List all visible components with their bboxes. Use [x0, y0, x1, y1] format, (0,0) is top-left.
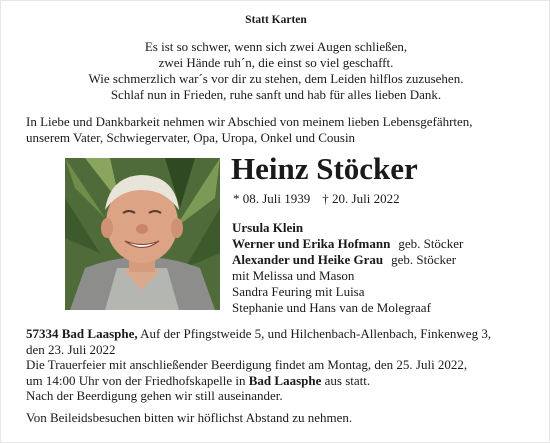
mourner-name: Stephanie und Hans van de Molegraaf: [232, 300, 431, 315]
portrait-photo: [65, 158, 220, 310]
mourner-line: [232, 236, 463, 252]
ceremony-line: Die Trauerfeier mit anschließender Beerdigung findet am Montag, den 25. Juli 2022,: [26, 357, 468, 372]
mourner-line: [232, 284, 463, 300]
condolence-note: Von Beileidsbesuchen bitten wir höflichst Abstand zu nehmen.: [26, 410, 353, 425]
mourner-name: Werner und Erika Hofmann: [232, 236, 391, 251]
poem-line: zwei Hände ruh´n, die einst so viel geschafft.: [158, 55, 394, 70]
ceremony-line: Nach der Beerdigung gehen wir still auseinander.: [26, 388, 283, 403]
death-date: † 20. Juli 2022: [322, 191, 400, 206]
poem: [1, 39, 550, 103]
ceremony-place: Bad Laasphe: [248, 372, 322, 388]
mourner-name: mit Melissa und Mason: [232, 268, 355, 283]
ceremony-line: [26, 373, 546, 389]
mourners-list: [232, 220, 463, 316]
mourner-line: [232, 268, 463, 284]
mourner-line: [232, 300, 463, 316]
intro-text: [26, 114, 541, 146]
intro-line: In Liebe und Dankbarkeit nehmen wir Abschied von meinem lieben Lebensgefährten,: [26, 114, 473, 129]
birth-date: * 08. Juli 1939: [233, 191, 311, 206]
deceased-name: Heinz Stöcker: [231, 151, 418, 186]
poem-line: Es ist so schwer, wenn sich zwei Augen schließen,: [144, 39, 408, 54]
maiden-name: geb. Stöcker: [391, 252, 457, 267]
mourner-line: [232, 252, 463, 268]
mourner-name: Sandra Feuring mit Luisa: [232, 284, 365, 299]
mourner-name: Ursula Klein: [232, 220, 304, 235]
poem-line: Wie schmerzlich war´s vor dir zu stehen, dem Leiden hilflos zuzusehen.: [88, 71, 464, 86]
notice-date: den 23. Juli 2022: [26, 341, 116, 357]
postcode-city: 57334 Bad Laasphe,: [26, 326, 138, 341]
address-line: [26, 326, 546, 342]
funeral-details: [26, 326, 546, 404]
address: Auf der Pfingstweide 5, und Hilchenbach-Allenbach, Finkenweg 3,: [137, 326, 492, 341]
poem-line: Schlaf nun in Frieden, ruhe sanft und hab für alles lieben Dank.: [110, 87, 442, 102]
maiden-name: geb. Stöcker: [398, 236, 464, 251]
header-title: Statt Karten: [245, 14, 307, 26]
mourner-line: [232, 220, 463, 236]
ceremony-text: um 14:00 Uhr von der Friedhofskapelle in: [26, 372, 249, 388]
intro-line: unserem Vater, Schwiegervater, Opa, Uropa, Onkel und Cousin: [26, 130, 356, 145]
life-dates: [233, 191, 400, 207]
ceremony-text: aus statt.: [321, 372, 371, 388]
mourner-name: Alexander und Heike Grau: [232, 252, 384, 267]
